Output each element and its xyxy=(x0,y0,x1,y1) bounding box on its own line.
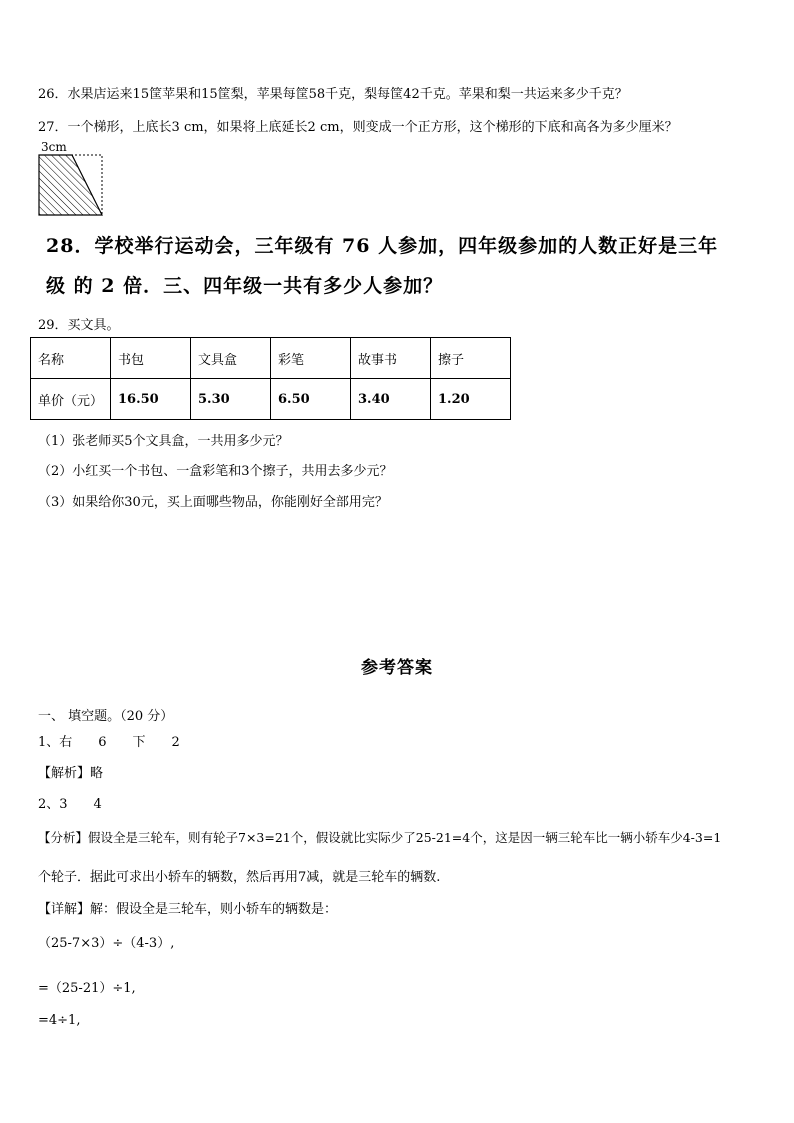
question-29-sub1: （1）张老师买5个文具盒，一共用多少元？ xyxy=(38,434,289,449)
table-header-row xyxy=(31,338,511,379)
answer-1: 1、右 6 下 2 xyxy=(38,735,180,750)
answer-1-analysis: 【解析】略 xyxy=(38,766,104,781)
answer-2-analysis-line2: 个轮子．据此可求出小轿车的辆数，然后再用7减，就是三轮车的辆数. xyxy=(38,870,441,885)
table-cell: 3.40 xyxy=(351,379,431,420)
answer-title: 参考答案 xyxy=(361,658,433,678)
table-cell: 文具盒 xyxy=(191,338,271,379)
question-26: 26．水果店运来15筐苹果和15筐梨，苹果每筐58千克，梨每筐42千克。苹果和梨一共运来多少千克？ xyxy=(38,87,628,102)
trapezoid-label: 3cm xyxy=(41,140,67,154)
price-table xyxy=(30,337,511,420)
answer-2: 2、3 4 xyxy=(38,797,102,812)
table-cell: 书包 xyxy=(111,338,191,379)
question-29-sub3: （3）如果给你30元，买上面哪些物品，你能刚好全部用完？ xyxy=(38,495,388,510)
table-cell: 6.50 xyxy=(271,379,351,420)
section-1-heading: 一、 填空题。（20 分） xyxy=(38,709,174,724)
table-row xyxy=(31,379,511,420)
table-cell: 故事书 xyxy=(351,338,431,379)
table-cell: 名称 xyxy=(31,338,111,379)
table-cell: 彩笔 xyxy=(271,338,351,379)
calc-step-2: =（25-21）÷1, xyxy=(38,981,136,996)
trapezoid-figure xyxy=(36,140,108,220)
answer-2-detail: 【详解】解：假设全是三轮车，则小轿车的辆数是： xyxy=(38,902,338,917)
question-27: 27．一个梯形，上底长3 cm，如果将上底延长2 cm，则变成一个正方形，这个梯形的下底和高各为多少厘米？ xyxy=(38,120,678,135)
calc-step-3: =4÷1, xyxy=(38,1013,81,1028)
question-29-title: 29．买文具。 xyxy=(38,318,120,333)
calc-step-1: （25-7×3）÷（4-3）, xyxy=(38,936,175,951)
table-cell: 5.30 xyxy=(191,379,271,420)
table-cell: 擦子 xyxy=(431,338,511,379)
table-cell: 1.20 xyxy=(431,379,511,420)
question-28-line1: 28．学校举行运动会，三年级有 76 人参加，四年级参加的人数正好是三年 xyxy=(46,235,719,257)
question-29-sub2: （2）小红买一个书包、一盒彩笔和3个擦子，共用去多少元？ xyxy=(38,464,393,479)
answer-2-analysis-line1: 【分析】假设全是三轮车，则有轮子7×3=21个，假设就比实际少了25-21=4个，这是因一辆三轮车比一辆小轿车少4-3=1 xyxy=(38,830,722,845)
table-cell: 16.50 xyxy=(111,379,191,420)
table-cell: 单价（元） xyxy=(31,379,111,420)
question-28-line2: 级 的 2 倍．三、四年级一共有多少人参加？ xyxy=(46,275,444,297)
